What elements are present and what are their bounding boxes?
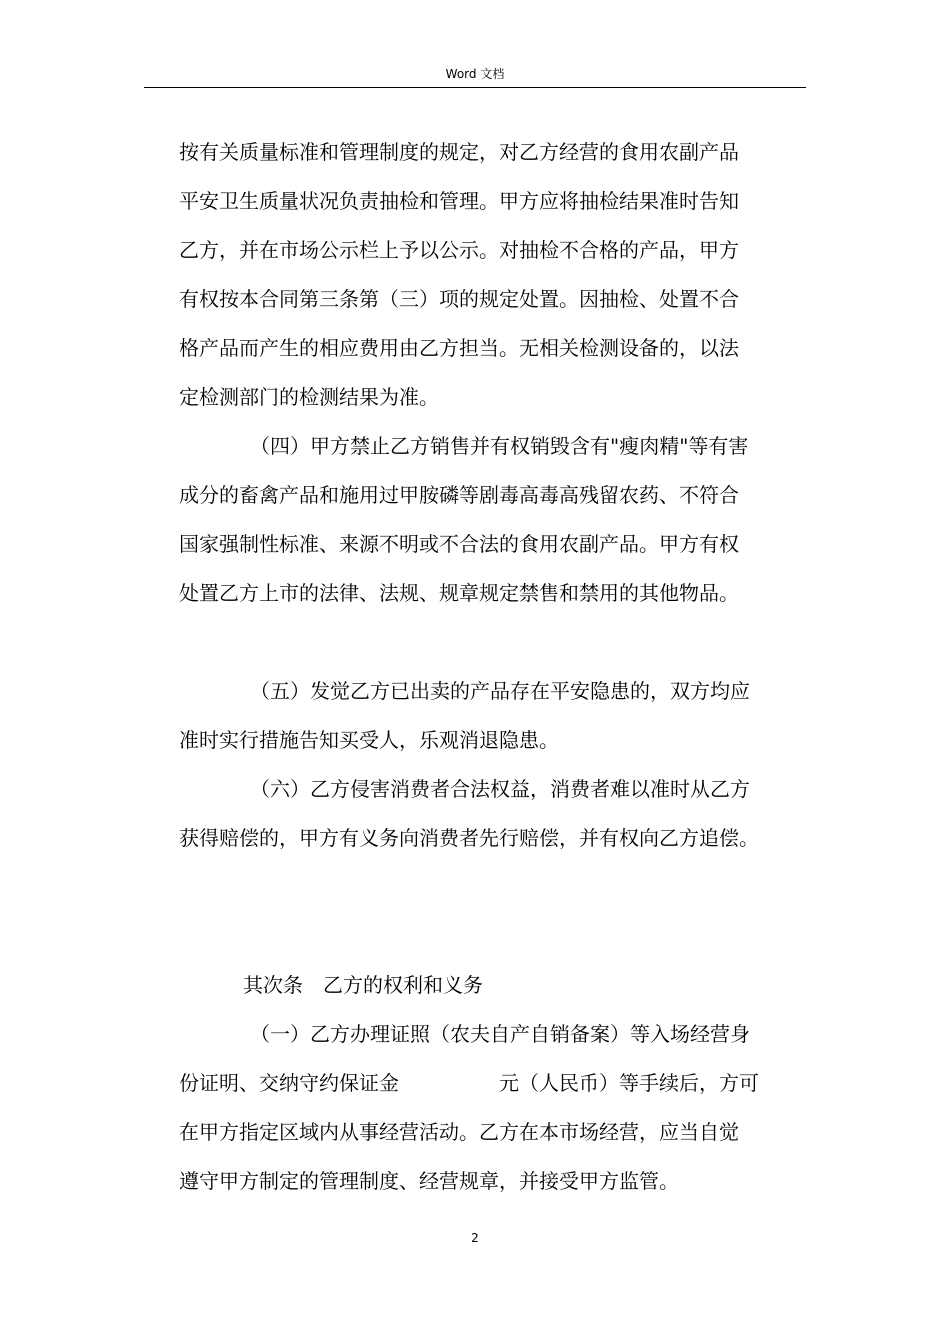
text-line: 格产品而产生的相应费用由乙方担当。无相关检测设备的，以法 [179, 336, 739, 360]
text-line: 成分的畜禽产品和施用过甲胺磷等剧毒高毒高残留农药、不符合 [179, 483, 739, 507]
text-line: （四）甲方禁止乙方销售并有权销毁含有"瘦肉精"等有害 [250, 434, 749, 458]
text-line: 遵守甲方制定的管理制度、经营规章，并接受甲方监管。 [179, 1169, 679, 1193]
text-line: 获得赔偿的，甲方有义务向消费者先行赔偿，并有权向乙方追偿。 [179, 826, 759, 850]
header-title: Word 文档 [445, 67, 505, 81]
text-line: （六）乙方侵害消费者合法权益，消费者难以准时从乙方 [250, 777, 750, 801]
text-line: 按有关质量标准和管理制度的规定，对乙方经营的食用农副产品 [179, 140, 739, 164]
text-line: 在甲方指定区域内从事经营活动。乙方在本市场经营，应当自觉 [179, 1120, 739, 1144]
text-line: 乙方，并在市场公示栏上予以公示。对抽检不合格的产品，甲方 [179, 238, 739, 262]
text-line: 有权按本合同第三条第（三）项的规定处置。因抽检、处置不合 [179, 287, 739, 311]
text-line: 份证明、交纳守约保证金 元（人民币）等手续后，方可 [179, 1071, 759, 1095]
text-line: 定检测部门的检测结果为准。 [179, 385, 439, 409]
text-line: 准时实行措施告知买受人，乐观消退隐患。 [179, 728, 559, 752]
text-line: （一）乙方办理证照（农夫自产自销备案）等入场经营身 [250, 1022, 750, 1046]
text-line: 处置乙方上市的法律、法规、规章规定禁售和禁用的其他物品。 [179, 581, 739, 605]
header-divider [144, 87, 806, 88]
text-line: 平安卫生质量状况负责抽检和管理。甲方应将抽检结果准时告知 [179, 189, 739, 213]
text-line: 国家强制性标准、来源不明或不合法的食用农副产品。甲方有权 [179, 532, 739, 556]
text-line: （五）发觉乙方已出卖的产品存在平安隐患的，双方均应 [250, 679, 750, 703]
section-heading: 其次条 乙方的权利和义务 [243, 973, 483, 997]
page-number: 2 [471, 1231, 479, 1245]
